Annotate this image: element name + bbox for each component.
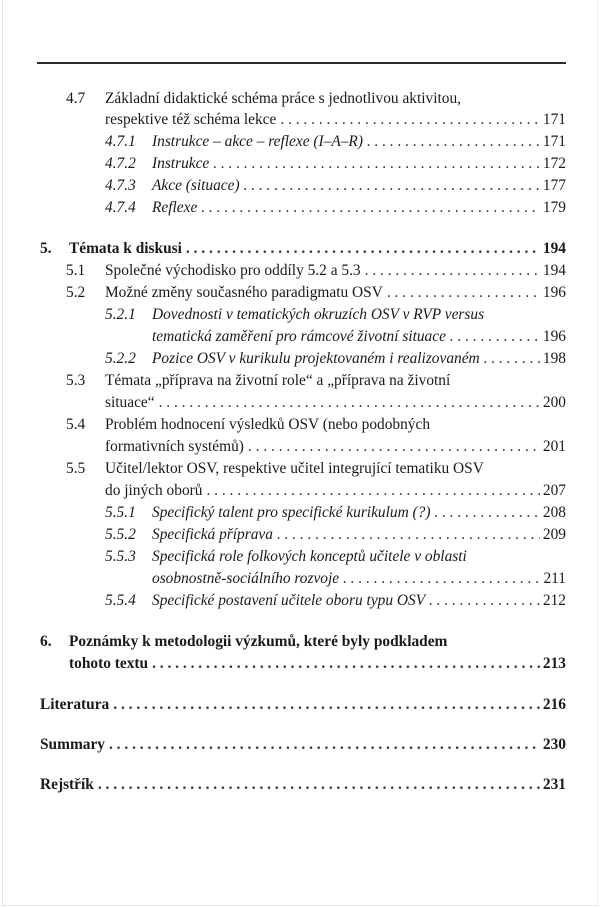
dot-leader (435, 502, 540, 524)
toc-entry-number: 4.7 (66, 90, 86, 107)
dot-leader (244, 175, 540, 197)
toc-entry-title: Akce (situace) (152, 177, 240, 194)
toc-entry[interactable] (0, 414, 600, 436)
toc-entry-title: Literatura (40, 696, 110, 713)
toc-entry-number: 4.7.4 (105, 199, 136, 216)
toc-entry-page-number: 230 (542, 736, 566, 753)
toc-entry-page-number: 171 (542, 111, 566, 128)
dot-leader (213, 153, 540, 175)
toc-entry[interactable] (0, 590, 600, 612)
toc-entry-title: situace“ (105, 394, 155, 411)
toc-entry-title: Reflexe (152, 199, 198, 216)
toc-entry[interactable] (0, 524, 600, 546)
toc-entry-page-number: 171 (542, 133, 566, 150)
toc-entry[interactable] (0, 568, 600, 590)
toc-entry-page-number: 179 (542, 199, 566, 216)
dot-leader (343, 568, 540, 590)
toc-entry-title: Možné změny současného paradigmatu OSV (105, 284, 383, 301)
toc-entry[interactable] (0, 109, 600, 131)
toc-entry-title: Základní didaktické schéma práce s jednotlivou aktivitou, (105, 90, 462, 107)
toc-entry[interactable] (0, 653, 600, 675)
toc-entry-page-number: 208 (542, 504, 566, 521)
dot-leader (277, 524, 540, 546)
toc-entry-page-number: 198 (542, 350, 566, 367)
toc-entry-title: Problém hodnocení výsledků OSV (nebo podobných (105, 416, 431, 433)
toc-entry-number: 4.7.3 (105, 177, 136, 194)
toc-entry-title: osobnostně-sociálního rozvoje (152, 570, 340, 587)
toc-entry-number: 5.2.1 (105, 306, 136, 323)
toc-entry-title: Dovednosti v tematických okruzích OSV v RVP versus (152, 306, 485, 323)
toc-entry-page-number: 200 (542, 394, 566, 411)
toc-entry[interactable] (0, 282, 600, 304)
dot-leader (186, 238, 540, 260)
toc-entry-page-number: 212 (542, 592, 566, 609)
dot-leader (98, 774, 540, 796)
toc-entry-title: Specifická role folkových konceptů učitele v oblasti (152, 548, 467, 565)
toc-entry-title: Pozice OSV v kurikulu projektovaném i realizovaném (152, 350, 480, 367)
toc-entry[interactable] (0, 348, 600, 370)
toc-entry-number: 5.5.3 (105, 548, 136, 565)
toc-entry[interactable] (0, 480, 600, 502)
toc-entry[interactable] (0, 197, 600, 219)
dot-leader (109, 734, 540, 756)
toc-entry-title: Témata k diskusi (69, 240, 182, 257)
toc-entry-title: Summary (40, 736, 105, 753)
toc-entry[interactable] (0, 175, 600, 197)
dot-leader (484, 348, 540, 370)
toc-entry-number: 6. (40, 633, 52, 650)
toc-entry-title: Poznámky k metodologii výzkumů, které byly podkladem (69, 633, 448, 650)
dot-leader (450, 326, 540, 348)
toc-entry[interactable] (0, 304, 600, 326)
toc-entry-title: Témata „příprava na životní role“ a „příprava na životní (105, 372, 451, 389)
toc-entry-number: 4.7.2 (105, 155, 136, 172)
toc-entry-title: Specifické postavení učitele oboru typu OSV (152, 592, 426, 609)
toc-entry-title: respektive též schéma lekce (105, 111, 277, 128)
toc-entry-page-number: 209 (542, 526, 566, 543)
toc-entry-title: Specifický talent pro specifické kurikulum (?) (152, 504, 431, 521)
toc-entry-page-number: 211 (543, 570, 566, 587)
toc-entry-title: do jiných oborů (105, 482, 203, 499)
toc-entry[interactable] (0, 260, 600, 282)
toc-entry[interactable] (0, 502, 600, 524)
dot-leader (248, 436, 540, 458)
toc-entry-number: 5.2.2 (105, 350, 136, 367)
toc-entry-page-number: 196 (542, 284, 566, 301)
dot-leader (206, 480, 539, 502)
toc-entry[interactable] (0, 631, 600, 653)
dot-leader (152, 653, 540, 675)
toc-entry[interactable] (0, 694, 600, 716)
toc-entry-number: 5.2 (66, 284, 86, 301)
toc-entry[interactable] (0, 326, 600, 348)
toc-entry[interactable] (0, 153, 600, 175)
dot-leader (201, 197, 540, 219)
toc-entry[interactable] (0, 370, 600, 392)
dot-leader (365, 260, 540, 282)
toc-entry[interactable] (0, 546, 600, 568)
toc-entry-number: 5.4 (66, 416, 86, 433)
toc-entry[interactable] (0, 436, 600, 458)
toc-entry-page-number: 201 (542, 438, 566, 455)
toc-entry-title: tohoto textu (69, 655, 149, 672)
toc-entry-title: Instrukce – akce – reflexe (I–A–R) (152, 133, 363, 150)
header-rule (37, 62, 566, 64)
toc-entry-page-number: 172 (542, 155, 566, 172)
toc-entry-page-number: 213 (542, 655, 566, 672)
toc-entry-title: tematická zaměření pro rámcové životní situace (152, 328, 446, 345)
toc-entry-title: Specifická příprava (152, 526, 273, 543)
dot-leader (387, 282, 540, 304)
toc-entry-number: 5.5.1 (105, 504, 136, 521)
toc-entry[interactable] (0, 238, 600, 260)
toc-entry-number: 4.7.1 (105, 133, 136, 150)
toc-entry-number: 5.5.2 (105, 526, 136, 543)
toc-entry-title: Učitel/lektor OSV, respektive učitel integrující tematiku OSV (105, 460, 484, 477)
toc-entry[interactable] (0, 88, 600, 110)
toc-entry-page-number: 194 (542, 262, 566, 279)
toc-entry-number: 5.5 (66, 460, 86, 477)
toc-entry-title: Instrukce (152, 155, 210, 172)
toc-entry-title: Rejstřík (40, 776, 94, 793)
dot-leader (429, 590, 540, 612)
toc-entry-title: formativních systémů) (105, 438, 244, 455)
toc-entry-number: 5.5.4 (105, 592, 136, 609)
toc-entry-number: 5.3 (66, 372, 86, 389)
toc-entry-page-number: 216 (542, 696, 566, 713)
toc-entry[interactable] (0, 458, 600, 480)
dot-leader (280, 109, 540, 131)
toc-entry-page-number: 207 (542, 482, 566, 499)
dot-leader (367, 131, 540, 153)
dot-leader (113, 694, 540, 716)
toc-entry-number: 5.1 (66, 262, 86, 279)
toc-entry[interactable] (0, 131, 600, 153)
toc-entry-page-number: 194 (542, 240, 566, 257)
toc-entry-number: 5. (40, 240, 52, 257)
toc-entry[interactable] (0, 734, 600, 756)
dot-leader (159, 392, 540, 414)
toc-entry-page-number: 231 (542, 776, 566, 793)
toc-entry[interactable] (0, 392, 600, 414)
toc-entry-page-number: 177 (542, 177, 566, 194)
toc-entry-page-number: 196 (542, 328, 566, 345)
toc-entry[interactable] (0, 774, 600, 796)
toc-entry-title: Společné východisko pro oddíly 5.2 a 5.3 (105, 262, 361, 279)
